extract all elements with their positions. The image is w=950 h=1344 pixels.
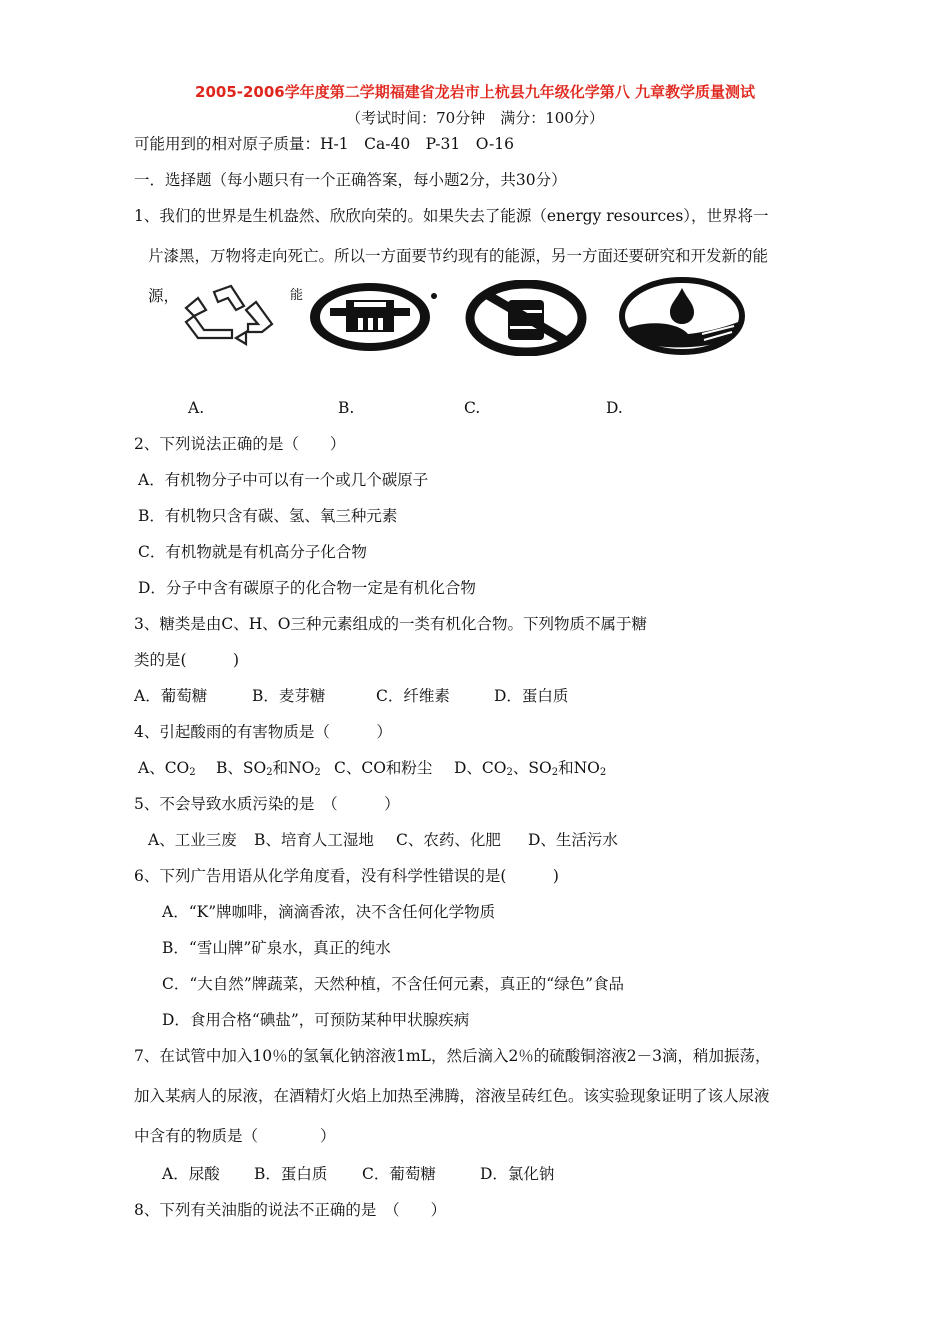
water-drop-icon [618, 276, 748, 356]
q8-stem: 8、下列有关油脂的说法不正确的是 （ ） [134, 1201, 447, 1219]
q5-option-b: B、培育人工湿地 [254, 831, 374, 849]
section-heading: 一．选择题（每小题只有一个正确答案，每小题2分，共30分） [134, 171, 567, 189]
q3-stem-2: 类的是( ) [134, 651, 240, 669]
q7-option-a: A．尿酸 [162, 1165, 220, 1183]
q7-line1: 7、在试管中加入10％的氢氧化钠溶液1mL，然后滴入2％的硫酸铜溶液2－3滴，稍加振荡， [134, 1047, 771, 1065]
q7-options [162, 1164, 554, 1184]
q4-stem: 4、引起酸雨的有害物质是（ ） [134, 723, 392, 741]
q6-option-a: A．“K”牌咖啡，滴滴香浓，决不含任何化学物质 [162, 903, 496, 921]
atomic-masses: 可能用到的相对原子质量：H-1 Ca-40 P-31 O-16 [134, 135, 514, 153]
q2-option-c: C．有机物就是有机高分子化合物 [138, 543, 367, 561]
q1-line1: 1、我们的世界是生机盎然、欣欣向荣的。如果失去了能源（energy resources），世界将一 [134, 207, 769, 225]
q1-line3-fragment: 能 [290, 288, 304, 303]
page-title: 2005-2006学年度第二学期福建省龙岩市上杭县九年级化学第八 九章教学质量测试 [195, 83, 755, 101]
q5-stem: 5、不会导致水质污染的是 （ ） [134, 795, 400, 813]
q3-option-a: A．葡萄糖 [134, 687, 208, 705]
q4-option-d: D、$CO_2$、$SO_2$和$NO_2$ [454, 759, 607, 778]
q1-option-d: D. [606, 399, 623, 417]
q1-option-c: C. [464, 399, 481, 417]
q3-option-d: D．蛋白质 [494, 687, 569, 705]
q3-option-b: B．麦芽糖 [252, 687, 326, 705]
q4-option-c: C、CO和粉尘 [334, 759, 433, 777]
q7-option-c: C．葡萄糖 [362, 1165, 436, 1183]
q2-option-a: A．有机物分子中可以有一个或几个碳原子 [138, 471, 429, 489]
q1-line3: 源， [148, 287, 180, 305]
q5-option-a: A、工业三废 [148, 831, 237, 849]
q1-option-b: B. [338, 399, 355, 417]
q3-options [134, 686, 568, 706]
q2-option-d: D．分子中含有碳原子的化合物一定是有机化合物 [138, 579, 476, 597]
q5-options [148, 830, 618, 850]
q6-stem: 6、下列广告用语从化学角度看，没有科学性错误的是( ) [134, 867, 559, 885]
q6-option-d: D．食用合格“碘盐”，可预防某种甲状腺疾病 [162, 1011, 470, 1029]
q7-line2: 加入某病人的尿液，在酒精灯火焰上加热至沸腾，溶液呈砖红色。该实验现象证明了该人尿液 [134, 1087, 770, 1105]
q2-stem: 2、下列说法正确的是（ ） [134, 435, 346, 453]
no-oil-barrel-icon [464, 280, 588, 356]
q2-option-b: B．有机物只含有碳、氢、氧三种元素 [138, 507, 398, 525]
q3-option-c: C．纤维素 [376, 687, 450, 705]
q4-option-a: A、$CO_2$ [138, 759, 196, 778]
q5-option-d: D、生活污水 [528, 831, 618, 849]
recycle-icon [176, 280, 286, 350]
q3-stem-1: 3、糖类是由C、H、O三种元素组成的一类有机化合物。下列物质不属于糖 [134, 615, 647, 633]
q1-option-a: A. [188, 399, 205, 417]
q4-options [138, 758, 606, 783]
q6-option-c: C．“大自然”牌蔬菜，天然种植，不含任何元素，真正的“绿色”食品 [162, 975, 625, 993]
q7-option-d: D．氯化钠 [480, 1165, 555, 1183]
q1-line2: 片漆黑，万物将走向死亡。所以一方面要节约现有的能源，另一方面还要研究和开发新的能 [148, 247, 769, 265]
q4-option-b: B、$SO_2$和$NO_2$ [216, 759, 321, 778]
q5-option-c: C、农药、化肥 [396, 831, 501, 849]
q6-option-b: B．“雪山牌”矿泉水，真正的纯水 [162, 939, 391, 957]
energy-saving-icon [306, 280, 438, 354]
exam-info: （考试时间：70分钟 满分：100分） [346, 109, 604, 127]
q7-line3: 中含有的物质是（ ） [134, 1127, 336, 1145]
q7-option-b: B．蛋白质 [254, 1165, 328, 1183]
